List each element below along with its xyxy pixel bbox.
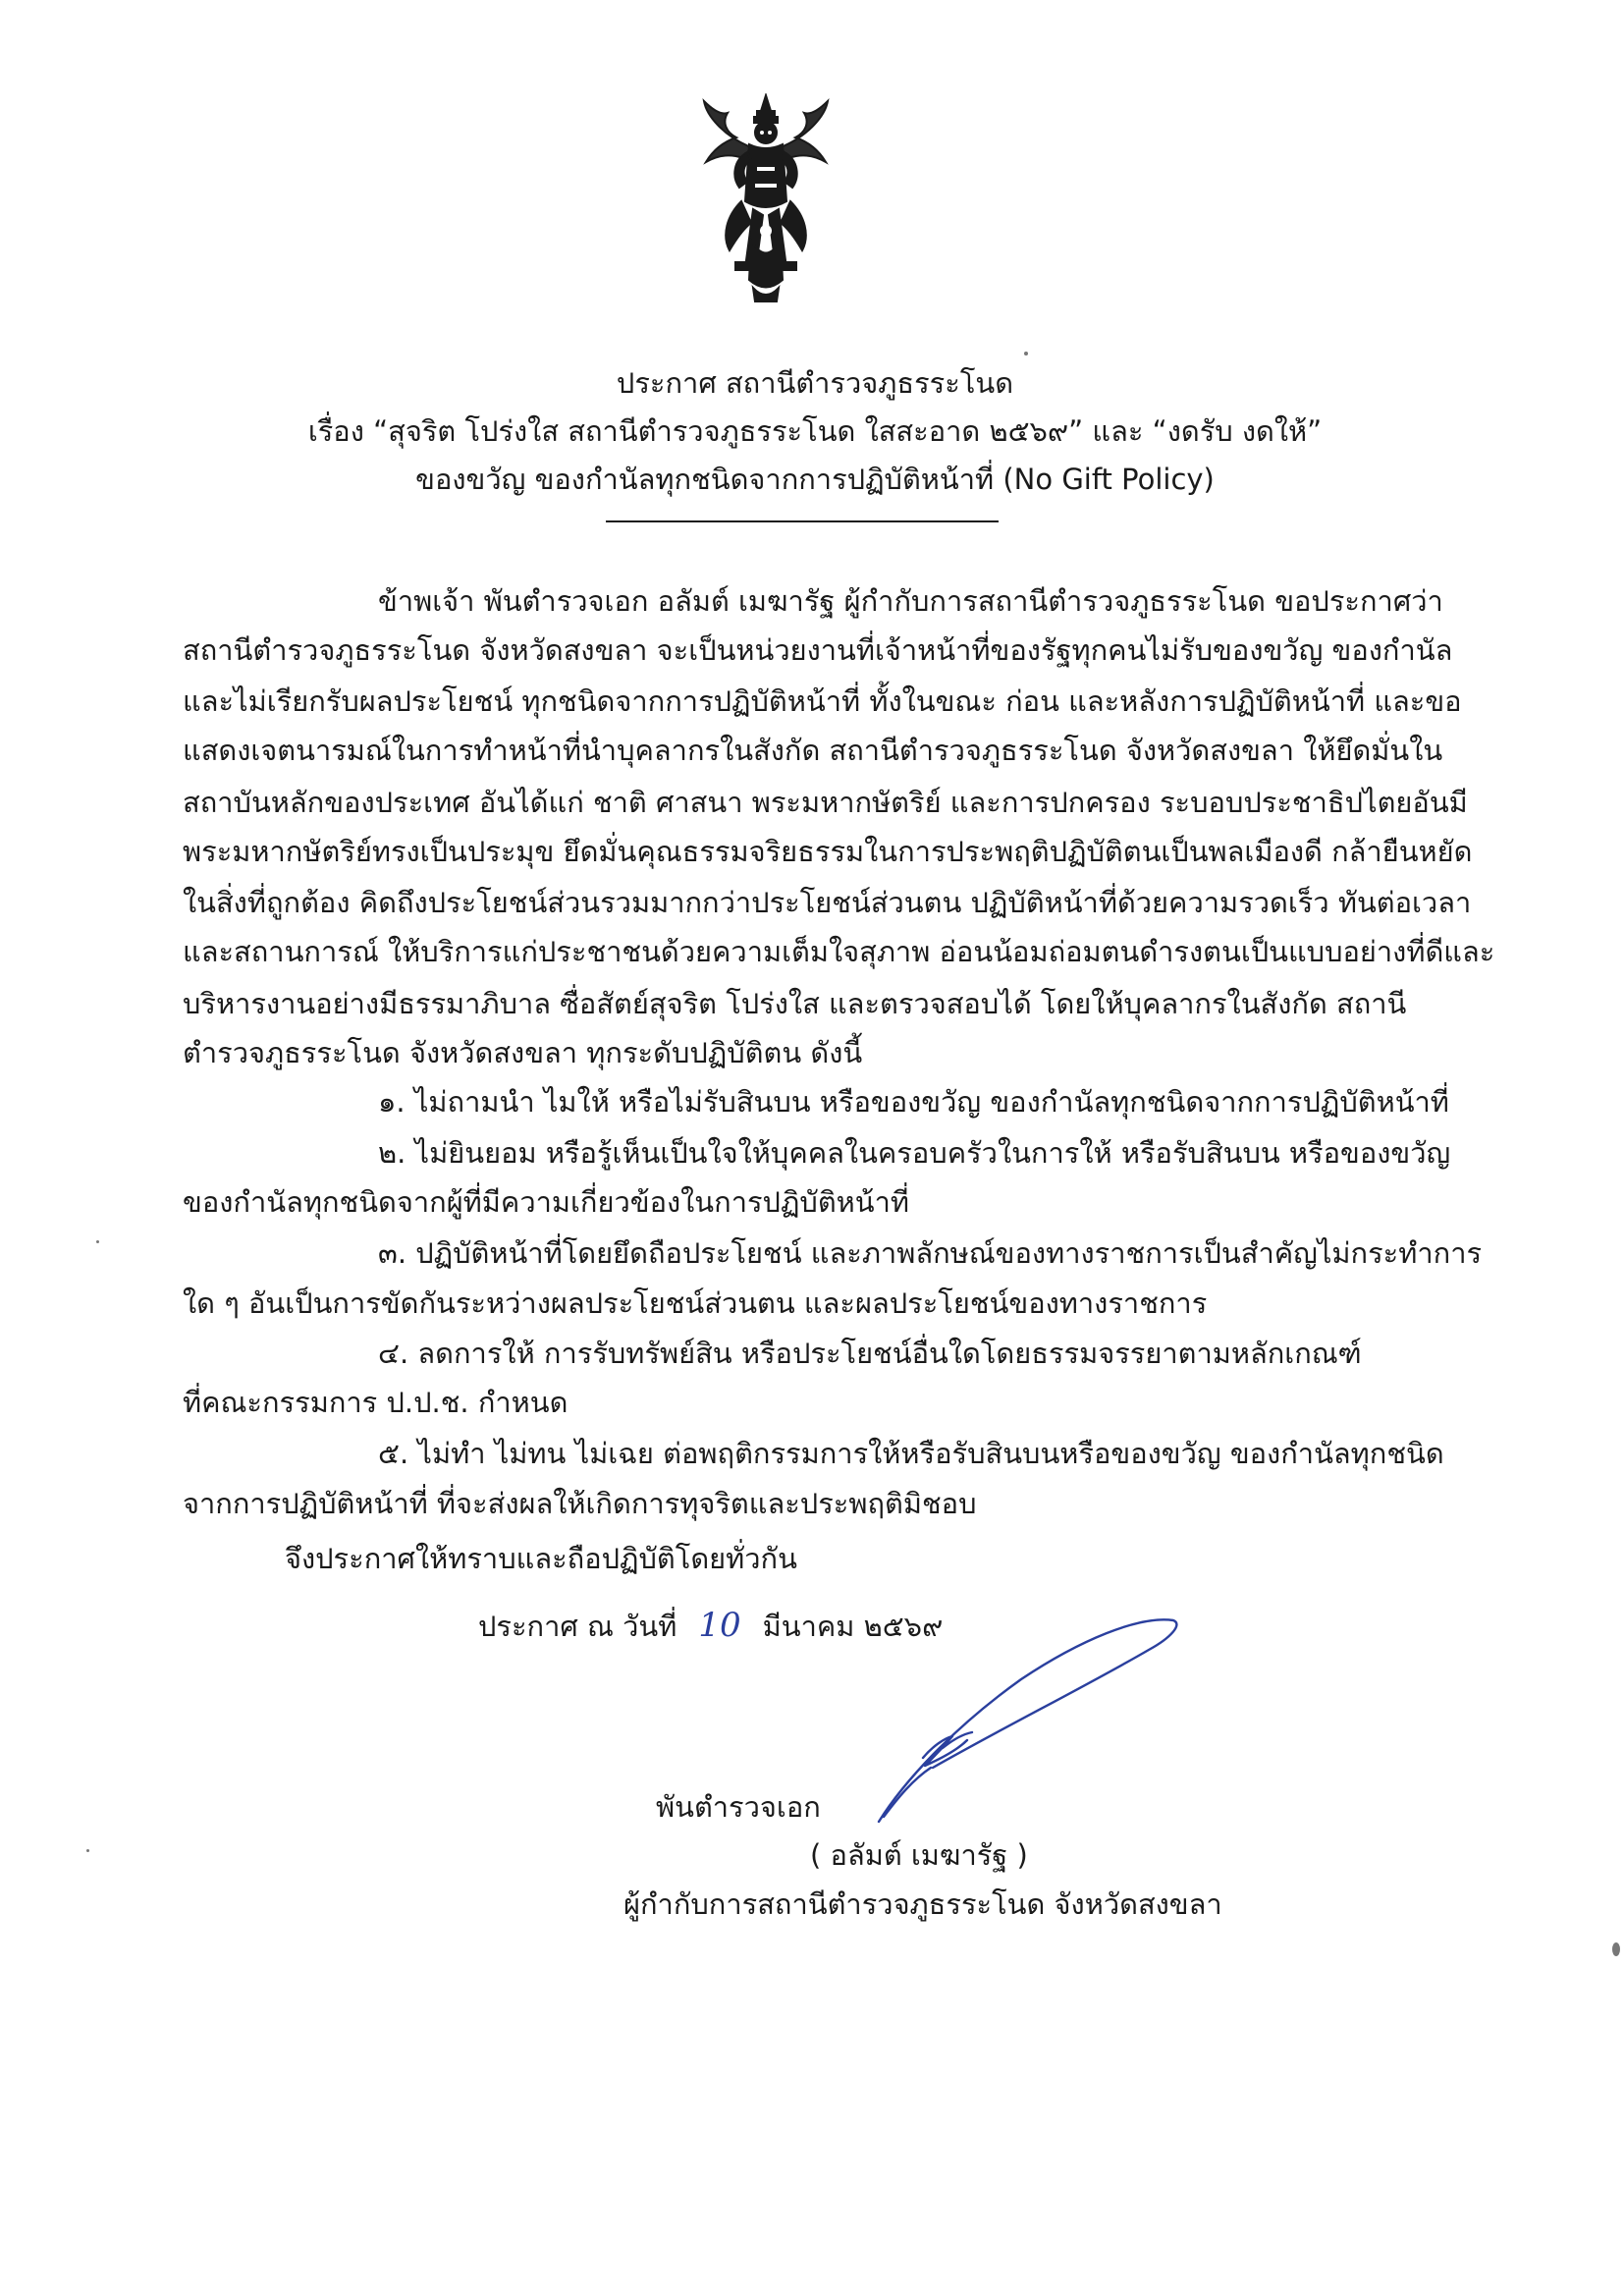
scan-speck bbox=[86, 1849, 89, 1852]
body-line: ข้าพเจ้า พันตำรวจเอก อลัมต์ เมฆารัฐ ผู้กำกับการสถานีตำรวจภูธรระโนด ขอประกาศว่า bbox=[378, 584, 1443, 618]
body-line: และไม่เรียกรับผลประโยชน์ ทุกชนิดจากการปฏิบัติหน้าที่ ทั้งในขณะ ก่อน และหลังการปฏิบัติหน้าที่ และขอ bbox=[183, 684, 1462, 718]
numbered-item: ๔. ลดการให้ การรับทรัพย์สิน หรือประโยชน์อื่นใดโดยธรรมจรรยาตามหลักเกณฑ์ bbox=[378, 1337, 1362, 1370]
body-line: ในสิ่งที่ถูกต้อง คิดถึงประโยชน์ส่วนรวมมากกว่าประโยชน์ส่วนตน ปฏิบัติหน้าที่ด้วยความรวดเร็ว ทันต่อเวลา bbox=[183, 886, 1472, 919]
handwritten-day: 10 bbox=[698, 1606, 741, 1645]
body-line: ตำรวจภูธรระโนด จังหวัดสงขลา ทุกระดับปฏิบัติตน ดังนี้ bbox=[183, 1036, 863, 1069]
announcement-subject: เรื่อง “สุจริต โปร่งใส สถานีตำรวจภูธรระโนด ใสสะอาด ๒๕๖๙” และ “งดรับ งดให้” bbox=[307, 414, 1323, 448]
numbered-item-continued: ของกำนัลทุกชนิดจากผู้ที่มีความเกี่ยวข้องในการปฏิบัติหน้าที่ bbox=[183, 1185, 910, 1219]
numbered-item: ๒. ไม่ยินยอม หรือรู้เห็นเป็นใจให้บุคคลในครอบครัวในการให้ หรือรับสินบน หรือของขวัญ bbox=[378, 1136, 1451, 1170]
signer-position: ผู้กำกับการสถานีตำรวจภูธรระโนด จังหวัดสงขลา bbox=[623, 1887, 1222, 1921]
body-line: แสดงเจตนารมณ์ในการทำหน้าที่นำบุคลากรในสังกัด สถานีตำรวจภูธรระโนด จังหวัดสงขลา ให้ยึดมั่นใน bbox=[183, 734, 1443, 767]
body-line: สถานีตำรวจภูธรระโนด จังหวัดสงขลา จะเป็นหน่วยงานที่เจ้าหน้าที่ของรัฐทุกคนไม่รับของขวัญ ของกำนัล bbox=[183, 633, 1453, 667]
numbered-item-continued: ใด ๆ อันเป็นการขัดกันระหว่างผลประโยชน์ส่วนตน และผลประโยชน์ของทางราชการ bbox=[183, 1286, 1208, 1320]
body-line: พระมหากษัตริย์ทรงเป็นประมุข ยึดมั่นคุณธรรมจริยธรรมในการประพฤติปฏิบัติตนเป็นพลเมืองดี กล้ายืนหยัด bbox=[183, 835, 1473, 868]
body-line: และสถานการณ์ ให้บริการแก่ประชาชนด้วยความเต็มใจสุภาพ อ่อนน้อมถ่อมตนดำรงตนเป็นแบบอย่างที่ดีและ bbox=[183, 935, 1495, 968]
signer-name: ( อลัมต์ เมฆารัฐ ) bbox=[810, 1838, 1028, 1872]
scan-speck bbox=[1024, 352, 1028, 355]
numbered-item: ๕. ไม่ทำ ไม่ทน ไม่เฉย ต่อพฤติกรรมการให้หรือรับสินบนหรือของขวัญ ของกำนัลทุกชนิด bbox=[378, 1437, 1444, 1470]
garuda-emblem-icon bbox=[692, 93, 839, 304]
body-line: สถาบันหลักของประเทศ อันได้แก่ ชาติ ศาสนา พระมหากษัตริย์ และการปกครอง ระบอบประชาธิปไตยอันมี bbox=[183, 786, 1468, 819]
numbered-item: ๑. ไม่ถามนำ ไมให้ หรือไม่รับสินบน หรือของขวัญ ของกำนัลทุกชนิดจากการปฏิบัติหน้าที่ bbox=[378, 1085, 1449, 1119]
date-month-year: มีนาคม ๒๕๖๙ bbox=[762, 1610, 944, 1643]
numbered-item: ๓. ปฏิบัติหน้าที่โดยยึดถือประโยชน์ และภาพลักษณ์ของทางราชการเป็นสำคัญไม่กระทำการ bbox=[378, 1236, 1483, 1270]
signer-rank: พันตำรวจเอก bbox=[656, 1790, 821, 1824]
date-prefix: ประกาศ ณ วันที่ bbox=[478, 1610, 677, 1643]
closing-statement: จึงประกาศให้ทราบและถือปฏิบัติโดยทั่วกัน bbox=[285, 1542, 797, 1575]
scan-speck bbox=[1612, 1942, 1620, 1956]
numbered-item-continued: จากการปฏิบัติหน้าที่ ที่จะส่งผลให้เกิดการทุจริตและประพฤติมิชอบ bbox=[183, 1487, 977, 1520]
body-line: บริหารงานอย่างมีธรรมาภิบาล ซื่อสัตย์สุจริต โปร่งใส และตรวจสอบได้ โดยให้บุคลากรในสังกัด สถานี bbox=[183, 987, 1407, 1020]
title-divider bbox=[606, 520, 999, 522]
announcement-subject-continued: ของขวัญ ของกำนัลทุกชนิดจากการปฏิบัติหน้าที่ (No Gift Policy) bbox=[415, 463, 1215, 496]
numbered-item-continued: ที่คณะกรรมการ ป.ป.ช. กำหนด bbox=[183, 1386, 568, 1419]
announcement-title: ประกาศ สถานีตำรวจภูธรระโนด bbox=[616, 366, 1014, 400]
scan-speck bbox=[96, 1240, 99, 1243]
handwritten-signature-icon bbox=[785, 1611, 1198, 1836]
